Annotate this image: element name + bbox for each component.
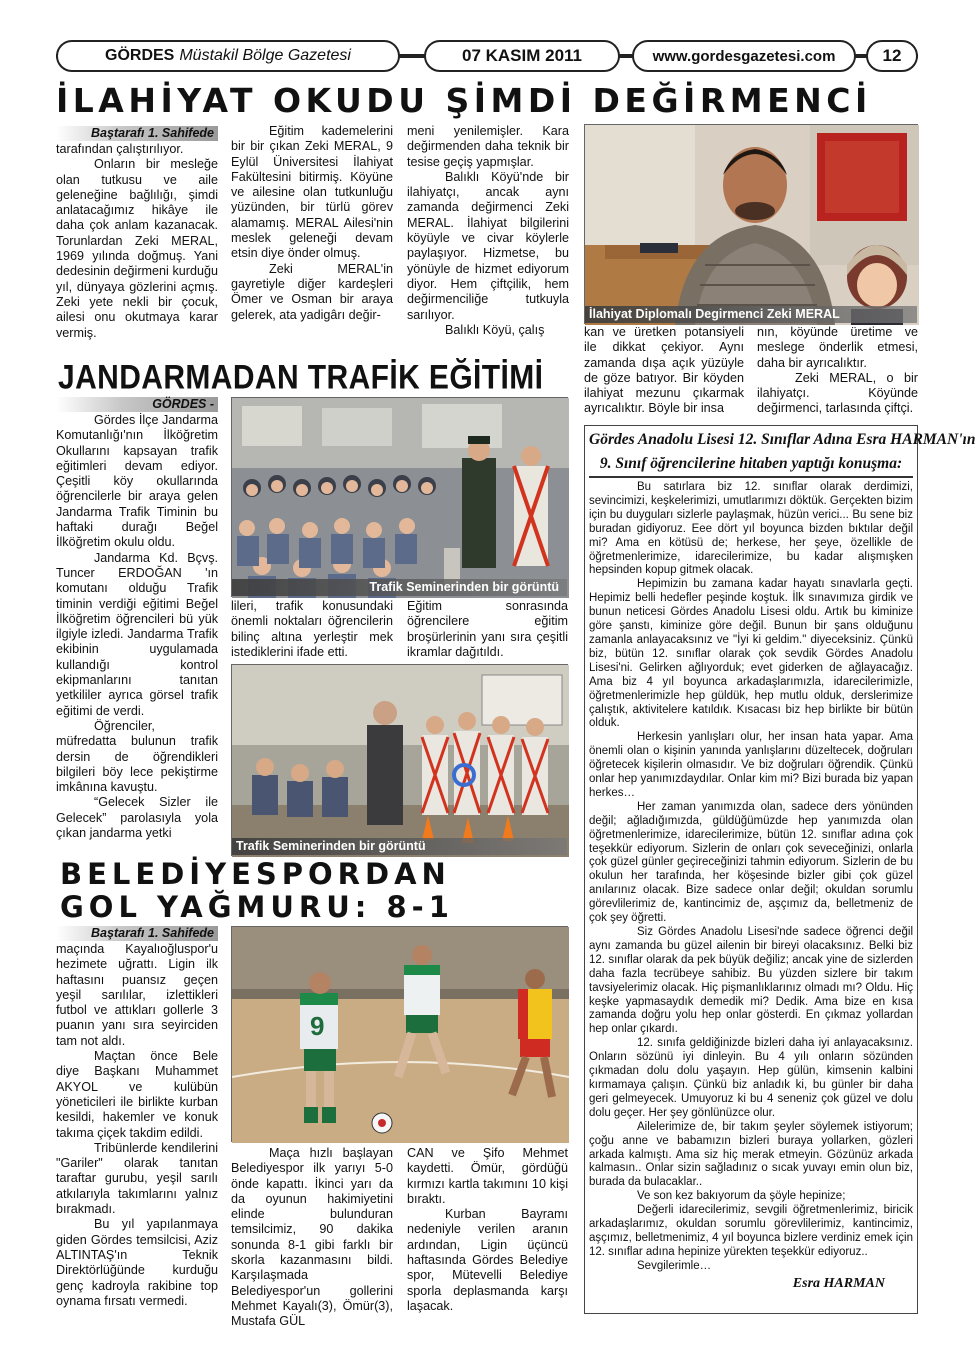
speech-paragraph: Siz Gördes Anadolu Lisesi'nde sadece öğrenci değil aynı zamanda bu güzel ailenin bir bireyi olacaksınız. Belki biz 12. sınıflar olarak da pek büyük değiliz; ancak yine de sizlerden daha fazla tecrübeye sahibiz. Bu yüzden sizlere bir takım tavsiyelerimiz olacak. Hiç pişmanlıklarınız olmadı mı? Oldu. Hiç keşke yapmasaydık demedik mi? Dedik. Ama bize en kısa zamanda doğru yolu hep onlar gösterdi. En çıkmaz yollardan hep onlar çıkardı.	[589, 926, 913, 1036]
article1-paragraph: nın, köyünde üretime ve meslege önderlik etmesi, daha bir ayrıcalıktır.	[757, 325, 918, 370]
speech-body	[585, 481, 917, 1274]
article2-headline: JANDARMADAN TRAFİK EĞİTİMİ	[58, 358, 544, 397]
article1-headline: İLAHİYAT OKUDU ŞİMDİ DEĞİRMENCİ	[56, 81, 872, 120]
article3-column-2	[231, 1146, 393, 1330]
article3-headline-line-1: BELEDİYESPORDAN	[60, 857, 451, 891]
article3-paragraph: Tribünlerde kendilerini "Gariler" olarak tanıtan taraftar gurubu, yeşil sarılı atkılarıyla takımlarını yalnız bırakmadı.	[56, 1140, 218, 1217]
article1-paragraph: tarafından çalıştırılıyor.	[56, 142, 184, 156]
speech-paragraph: Bu satırlara biz 12. sınıflar olarak derdimizi, sevincimizi, keşkelerimizi, umutlarımızı döktük. Gerçekten bizim için bu duyguları sizlerle paylaşmak, hüzün verici... Bu sene biz buradan gidiyoruz. Eee dört yıl boyunca bizden bıktılar değil mi? Ama en kötüsü de; herkese, her şeye, özellikle de öğretmenlerimize, idarecilerimize, bu kadar alışmışken hepsinden kopup gitmek olacak.	[589, 481, 913, 577]
article2-paragraph: Öğrenciler, müfredatta bulunun trafik dersin de öğrendikleri bilgileri böy lece pekiştirme imkânına kavuştu.	[56, 718, 218, 795]
website-pill	[632, 40, 856, 72]
article1-paragraph: Onların bir mesleğe olan tutkusu ve aile geleneğine bağlılığı, şimdi anlatacağımız hikâye ile daha çok anlam kazanacak. Torunlardan Zeki MERAL, 1969 yılında doğmuş. Yani dedesinin değirmeni kurduğu yıl, dünyaya gözlerini açmış. Zeki yete nekli bir çocuk, ailesi onu okutmaya karar vermiş.	[56, 157, 218, 340]
classroom-demonstration-illustration	[232, 665, 569, 857]
svg-text:9: 9	[310, 1011, 325, 1041]
page-number-pill	[866, 40, 918, 72]
speech-title-line-1: Gördes Anadolu Lisesi 12. Sınıflar Adına Esra HARMAN'ın	[589, 431, 975, 448]
article1-column-2	[231, 124, 393, 323]
football-match-photo	[231, 926, 568, 1142]
article3-paragraph: Bu yıl yapılanmaya giden Gördes temsilcisi, Aziz ALTINTAŞ'ın Teknik Direktörlüğünde kurduğu genç kadroyla rakibine top oynama fırsatı vermedi.	[56, 1217, 218, 1308]
classroom-audience-illustration	[232, 398, 569, 598]
article2-paragraph: Jandarma Kd. Bçvş. Tuncer ERDOĞAN 'ın komutanı olduğu Trafik timinin verdiği eğitimi Beğel İlköğretim öğrencileri bü yük ilgiyle izledi. Jandarma Trafik ekibinin uygulamada kullandığı kontrol ekipmanlarını tanıtan yetkililer ayrıca görsel trafik eğitimi de verdi.	[56, 550, 218, 718]
speech-paragraph: Her zaman yanımızda olan, sadece ders yönünden değil; ağladığımızda, güldüğümüzde hep yanımızda olan öğretmenlerimize, idarecilerimize, bütün 12. sınıflar adına çok teşekkür ediyorum. Sizlerin de onları çok seveceğinizi, onlarla çok güzel günler geçireceğinizi tahmin ediyorum. Sizlerin de bu okulun her tarafında, her köşesinde bizler gibi çok güzel anılarınız olacak. Bize sadece onlar değil; okuldan sorumlu görevlilerimiz de, kantincimiz de, aşçımız da, belletmeniz de çok şey öğretti.	[589, 800, 913, 925]
article3-paragraph: Maça hızlı başlayan Belediyespor ilk yarıyı 5-0 önde kapattı. İkinci yarı da da oyunun hakimiyetini elinde bulunduran temsilcimiz, 90 dakika sonunda 8-1 gibi farklı bir skorla kazanmasını bildi. Karşılaşmada Belediyespor'un gollerini Mehmet Kayalı(3), Ömür(3), Mustafa GÜL	[231, 1146, 393, 1329]
article3-continued-tag: Baştarafı 1. Sahifede	[56, 926, 218, 941]
article1-paragraph: meni yenilemişler. Kara değirmenden daha teknik bir tesise geçiş yapmışlar.	[407, 124, 569, 169]
article1-paragraph: Balıklı Köyü, çalış	[445, 322, 545, 337]
article1-paragraph: Balıklı Köyü'nde bir ilahiyatçı, ancak aynı zamanda değirmenci Zeki MERAL. İlahiyat bilgilerini köyüyle ve civar köylerle paylaşıyor. Hizmetse, bu yönüyle de hizmet ediyorum diyor. Hem çiftçilik, hem değirmenciliğe tutkuyla sarılıyor.	[407, 169, 569, 322]
article2-paragraph: Gördes İlçe Jandarma Komutanlığı'nın İlköğretim Okullarını kapsayan trafik eğitimleri devam ediyor. Çeşitli köy okullarında öğrencilerle bir araya gelen Jandarma Trafik Timinin bu haftaki durağı Beğel İlköğretim okulu oldu.	[56, 413, 218, 550]
article3-column-3	[407, 1146, 568, 1314]
article1-paragraph: Zeki MERAL'in gayretiyle diğer kardeşleri Ömer ve Osman bir araya gelerek, ata yadigârı değir-	[231, 261, 393, 322]
traffic-seminar-photo-1	[231, 397, 568, 597]
speech-paragraph: Ailelerimize de, bir takım şeyler söylemek istiyorum; çoğu anne ve babamızın bizleri buraya yollarken, gözleri arkada kalmıştı. Ama siz hiç merak etmeyin. Gözünüz arkada kalmasın.. Onlar sizin sağladınız o sıcak yuvayı emin olun biz, burada da bulacaklar..	[589, 1120, 913, 1189]
graduation-speech-box	[584, 425, 975, 1314]
article3-paragraph: Maçtan önce Bele diye Başkanı Muhammet AKYOL ve kulübün yöneticileri ile birlikte kurban kesildi, hakemler ve konuk takıma çiçek takdim edildi.	[56, 1049, 218, 1140]
speech-paragraph: Herkesin yanlışları olur, her insan hata yapar. Ama önemli olan o kişinin yanında yanlışlarını düzeltecek, doğruları öğretecek kişilerin olmasıdır. Ve biz doğruları öğrendik. Çünkü onlar hep yanımızdaydılar. Onlar kim mi? Bizi burada biz yapan herkes…	[589, 731, 913, 799]
miller-photo-caption: İlahiyat Diplomalı Degirmenci Zeki MERAL	[585, 306, 917, 323]
article2-column-1	[56, 397, 218, 841]
article2-paragraph: “Gelecek Sizler ile Gelecek” parolasıyla yola çıkan jandarma yetki	[56, 795, 218, 841]
issue-date-pill	[424, 40, 620, 72]
page-number: 12	[882, 46, 902, 65]
paper-name: GÖRDES	[105, 47, 175, 64]
article1-column-1	[56, 126, 218, 341]
paper-name-pill	[56, 40, 400, 72]
article2-paragraph: lileri, trafik konusundaki önemli noktaları öğrencilerin bilinç altına yerleştir mek istediklerini ifade etti.	[231, 599, 393, 659]
article2-dateline-tag: GÖRDES -	[56, 397, 218, 412]
speech-paragraph: 12. sınıfa geldiğinizde bizleri daha iyi anlayacaksınız. Onların sözünü iyi dinleyin. Bu 4 yılı onların sözünden çıkmadan dolu dolu yaşayın. Hep gülün, kimsenin kalbini kırmamaya çalışın. Çünkü biz anladık ki, bu günler bir daha geri gelmeyecek. Umuyoruz ki bu 4 seneniz çok güzel ve dolu dolu geçer. Her şey gönlünüzce olur.	[589, 1037, 913, 1119]
article2-column-3	[407, 599, 568, 660]
miller-portrait-photo	[584, 124, 918, 324]
speech-paragraph: Hepimizin bu zamana kadar hayatı sınavlarla geçti. Hepimiz belli hedefler peşinde koştuk. İlk sınavımıza girdik ve bunun neticesi Gördes Anadolu Lisesi oldu. Artık bu kiminize göre şanstı, kiminize göre değil. Bunun bir şans olduğunu zamanla anlayacaksınız ve "İyi ki geldim." diyeceksiniz. Çünkü biz, bütün 12. sınıflar olarak çok sevdik Gördes Anadolu Lisesi'ni. Gelirken ağlıyorduk; evet giderken de ağlayacağız. Ama biz 4 yıl boyunca arkadaşlarımızla, idarecilerimizle, öğretmenlerimizle hep güldük, hep mutlu olduk, derslerimize çalıştık, aktivitelere katıldık. Kısacası biz hep birlikte bir bütün olduk.	[589, 578, 913, 730]
miller-portrait-illustration	[585, 125, 919, 325]
article3-paragraph: Kurban Bayramı nedeniyle verilen aranın ardından, Ligin üçüncü haftasında Gördes Belediye spor, Mütevelli Belediye sporla deplasmanda karşı laşacak.	[407, 1207, 568, 1313]
speech-title-line-2: 9. Sınıf öğrencilerine hitaben yaptığı konuşma:	[589, 454, 913, 478]
traffic-photo-2-caption: Trafik Seminerinden bir görüntü	[232, 838, 567, 855]
article1-column-3	[407, 124, 569, 338]
issue-date: 07 KASIM 2011	[461, 46, 582, 65]
traffic-photo-1-caption: Trafik Seminerinden bir görüntü	[232, 579, 567, 596]
article1-paragraph: Zeki MERAL, o bir ilahiyatçı. Köyünde değirmenci, tarlasında çiftçi.	[757, 370, 918, 416]
speech-paragraph: Sevgilerimle…	[637, 1259, 712, 1272]
speech-signature: Esra HARMAN	[792, 1275, 885, 1291]
speech-paragraph: Değerli idarecilerimiz, sevgili öğretmenlerimiz, biricik arkadaşlarımız, okuldan sorumlu görevlilerimiz, kantincimiz, aşçımız, belletmenimiz, 4 yıl boyunca bizlere verdiniz emek için 12. sınıflar adına hepinize yürekten teşekkür ediyoruz..	[589, 1204, 913, 1258]
article1-column-5	[757, 325, 918, 417]
speech-paragraph: Ve son kez bakıyorum da şöyle hepinize;	[637, 1190, 846, 1203]
article1-paragraph: Eğitim kademelerini bir bir çıkan Zeki MERAL, 9 Eylül Üniversitesi İlahiyat Fakültesini bitirmiş. Köyüne ve ailesine olan tutkunluğu yüzünden, bir türlü görev alamamış. MERAL Ailesi'nin meslek geleneği devam etsin diye önder olmuş.	[231, 124, 393, 261]
article2-column-2	[231, 599, 393, 660]
article3-paragraph: maçında Kayalıoğluspor'u hezimete uğrattı. Ligin ilk haftasını puansız geçen yeşil sarılılar, izlettikleri futbol ve attıkları gollerle 3 puanın yanı sıra seyirciden tam not aldı.	[56, 942, 218, 1048]
article3-headline-line-2: GOL YAĞMURU: 8-1	[60, 890, 454, 924]
traffic-seminar-photo-2	[231, 664, 568, 856]
article3-paragraph: CAN ve Şifo Mehmet kaydetti. Ömür, gördüğü kırmızı kartla takımını 10 kişi bıraktı.	[407, 1146, 568, 1206]
website: www.gordesgazetesi.com	[652, 47, 836, 65]
article2-paragraph: Eğitim sonrasında öğrencilere eğitim broşürlerinin yanı sıra çeşitli ikramlar dağıtıldı.	[407, 599, 568, 659]
article1-paragraph: kan ve üretken potansiyeli ile dikkat çekiyor. Aynı zamanda dışa açık yüzüyle de göze batıyor. Bir köyden ilahiyat mezunu çıkarmak ayrıcalıktır. Böyle bir insa	[584, 325, 744, 416]
article1-column-4	[584, 325, 744, 417]
article1-continued-tag: Baştarafı 1. Sahifede	[56, 126, 218, 141]
article3-column-1	[56, 926, 218, 1309]
paper-subtitle: Müstakil Bölge Gazetesi	[179, 47, 351, 64]
football-players-illustration	[232, 927, 569, 1143]
